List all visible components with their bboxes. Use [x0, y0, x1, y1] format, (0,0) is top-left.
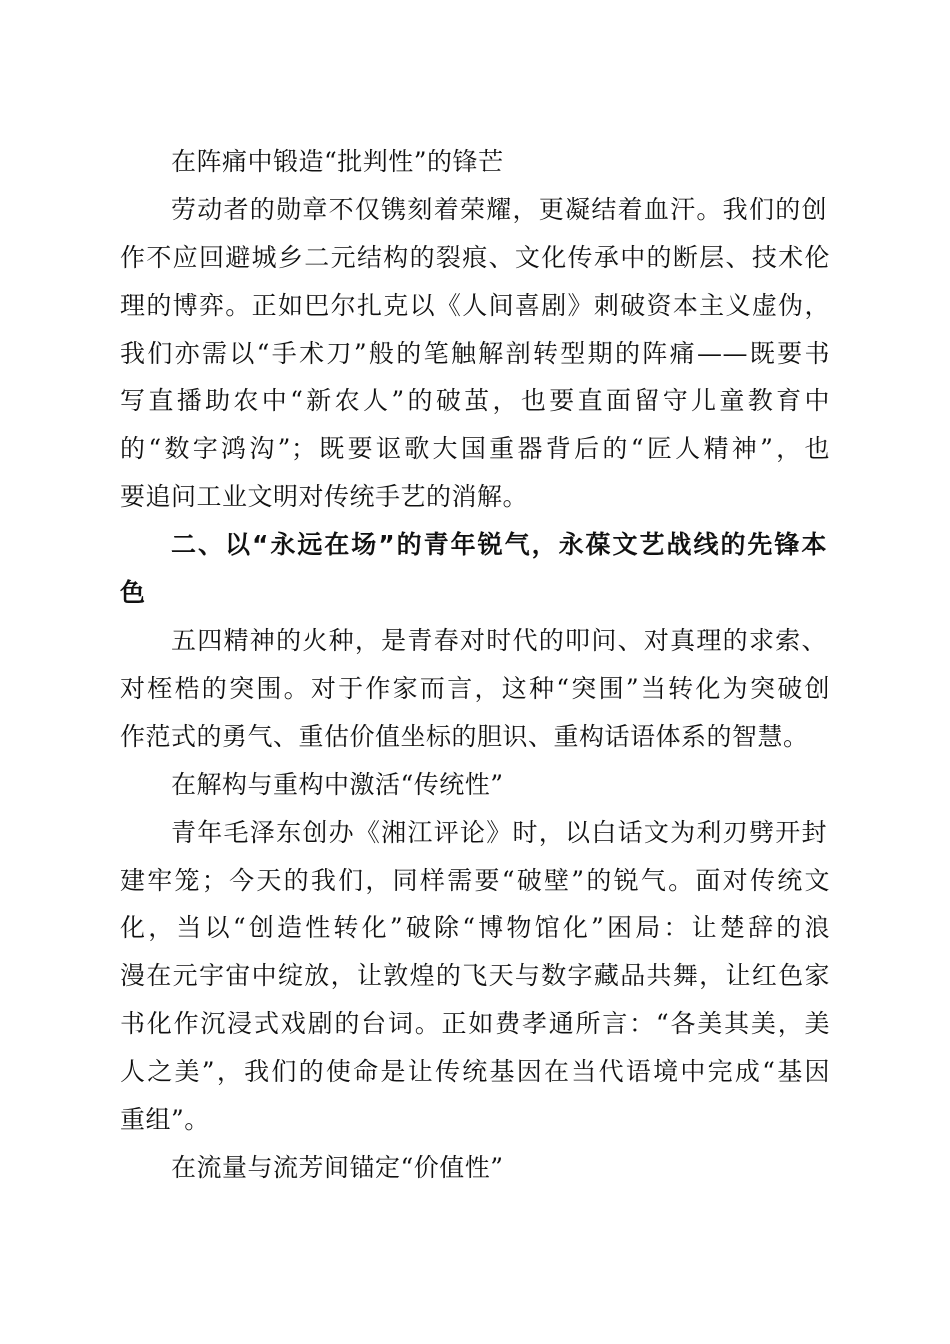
section-heading: 二、以“永远在场”的青年锐气，永葆文艺战线的先锋本 — [171, 530, 827, 559]
paragraph-line: 劳动者的勋章不仅镌刻着荣耀，更凝结着血汗。我们的创 — [171, 195, 827, 224]
paragraph-line: 要追问工业文明对传统手艺的消解。 — [120, 482, 529, 511]
subsection-title-tradition: 在解构与重构中激活“传统性” — [171, 770, 504, 799]
paragraph-line: 的“数字鸿沟”；既要讴歌大国重器背后的“匠人精神”，也 — [120, 434, 830, 463]
paragraph-line: 对桎梏的突围。对于作家而言，这种“突围”当转化为突破创 — [120, 674, 830, 703]
paragraph-line: 人之美”，我们的使命是让传统基因在当代语境中完成“基因 — [120, 1057, 830, 1086]
paragraph-line: 青年毛泽东创办《湘江评论》时，以白话文为利刃劈开封 — [171, 818, 827, 847]
paragraph-line: 理的博弈。正如巴尔扎克以《人间喜剧》刺破资本主义虚伪， — [120, 291, 830, 320]
paragraph-line: 五四精神的火种，是青春对时代的叩问、对真理的求索、 — [171, 626, 827, 655]
paragraph-line: 重组”。 — [120, 1105, 210, 1134]
paragraph-line: 漫在元宇宙中绽放，让敦煌的飞天与数字藏品共舞，让红色家 — [120, 961, 830, 990]
paragraph-line: 书化作沉浸式戏剧的台词。正如费孝通所言：“各美其美，美 — [120, 1009, 830, 1038]
paragraph-line: 作不应回避城乡二元结构的裂痕、文化传承中的断层、技术伦 — [120, 243, 830, 272]
section-heading-continued: 色 — [120, 578, 146, 607]
paragraph-line: 作范式的勇气、重估价值坐标的胆识、重构话语体系的智慧。 — [120, 722, 809, 751]
paragraph-line: 我们亦需以“手术刀”般的笔触解剖转型期的阵痛——既要书 — [120, 339, 830, 368]
subsection-title-critical: 在阵痛中锻造“批判性”的锋芒 — [171, 147, 504, 176]
paragraph-line: 建牢笼；今天的我们，同样需要“破壁”的锐气。面对传统文 — [120, 866, 830, 895]
paragraph-line: 写直播助农中“新农人”的破茧，也要直面留守儿童教育中 — [120, 386, 830, 415]
paragraph-line: 化，当以“创造性转化”破除“博物馆化”困局：让楚辞的浪 — [120, 913, 830, 942]
subsection-title-value: 在流量与流芳间锚定“价值性” — [171, 1153, 504, 1182]
